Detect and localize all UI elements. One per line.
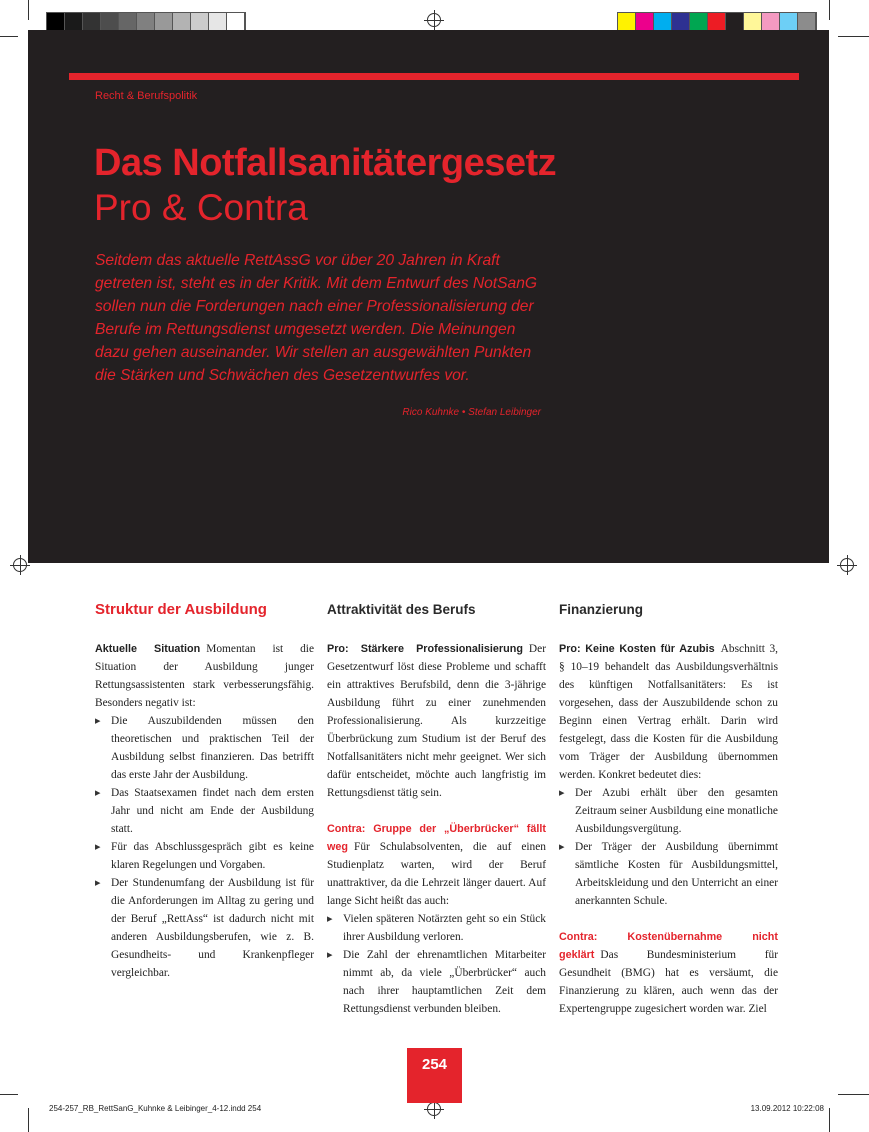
- slug-line-right: 13.09.2012 10:22:08: [750, 1104, 824, 1113]
- article-subtitle: Pro & Contra: [94, 187, 308, 228]
- registration-mark-icon: [427, 1102, 441, 1116]
- registration-mark-icon: [427, 13, 441, 27]
- crop-mark: [829, 0, 830, 20]
- paragraph: [559, 928, 778, 1018]
- column-heading: Finanzierung: [559, 602, 643, 617]
- article-intro: Seitdem das aktuelle RettAssG vor über 20 Jahren in Kraft getreten ist, steht es in der Kritik. Mit dem Entwurf des NotSanG sollen nun die Forderungen nach einer Professionalisierung der Berufe im Rettungsdienst umgesetzt werden. Die Meinungen dazu gehen auseinander. Wir stellen an ausgewählten Punkten die Stärken und Schwächen des Gesetzentwurfes vor.: [95, 252, 538, 384]
- crop-mark: [28, 1108, 29, 1132]
- paragraph-text: Das Bundesministerium für Gesundheit (BMG) hat es versäumt, die Finanzierung zu klären, auch wenn das der Expertengruppe zugesichert worden war. Ziel: [559, 949, 778, 1015]
- color-swatch: [137, 13, 155, 31]
- column-heading: Attraktivität des Berufs: [327, 602, 476, 617]
- crop-mark: [838, 36, 869, 37]
- color-swatch: [636, 13, 654, 31]
- list-item: ▸ Der Azubi erhält über den gesamten Zeitraum seiner Ausbildung eine monatliche Ausbildungsvergütung.: [559, 784, 778, 838]
- color-swatch: [119, 13, 137, 31]
- list-item: ▸ Die Zahl der ehrenamtlichen Mitarbeiter nimmt ab, da viele „Überbrücker“ auch nach ihrer hauptamtlichen Zeit dem Rettungsdienst verbunden bleiben.: [327, 946, 546, 1018]
- paragraph-lead: Pro: Keine Kosten für Azubis: [559, 643, 715, 655]
- color-bar-right: [617, 12, 817, 32]
- bullet-list: [327, 910, 546, 1018]
- crop-mark: [28, 0, 29, 20]
- article-title: Das Notfallsanitätergesetz: [94, 142, 557, 184]
- color-swatch: [618, 13, 636, 31]
- column-attractiveness: [327, 600, 546, 1036]
- color-swatch: [798, 13, 816, 31]
- column-heading: Struktur der Ausbildung: [95, 601, 267, 618]
- color-swatch: [690, 13, 708, 31]
- paragraph-lead: Contra: Gruppe der „Überbrücker“ fällt weg: [327, 823, 546, 853]
- registration-mark-icon: [840, 558, 854, 572]
- paragraph-text: Momentan ist die Situation der Ausbildung junger Rettungsassistenten stark verbesserungsfähig. Besonders negativ ist:: [95, 643, 314, 709]
- bullet-list: [559, 784, 778, 910]
- list-item: ▸ Die Auszubildenden müssen den theoretischen und praktischen Teil der Ausbildung selbst finanzieren. Das betrifft das erste Jahr der Ausbildung.: [95, 712, 314, 784]
- paragraph: [327, 640, 546, 802]
- list-item: ▸ Der Stundenumfang der Ausbildung ist für die Anforderungen im Alltag zu gering und der Beruf „RettAss“ ist dadurch nicht mit anderen Ausbildungsberufen, wie z. B. Gesundheits- und Krankenpfleger vergleichbar.: [95, 874, 314, 982]
- color-swatch: [227, 13, 245, 31]
- color-swatch: [654, 13, 672, 31]
- header-panel: [28, 30, 829, 563]
- crop-mark: [829, 1108, 830, 1132]
- color-swatch: [173, 13, 191, 31]
- color-swatch: [191, 13, 209, 31]
- accent-rule: [69, 73, 799, 80]
- color-swatch: [209, 13, 227, 31]
- article-authors: Rico Kuhnke • Stefan Leibinger: [402, 407, 541, 418]
- paragraph-lead: Contra: Kostenübernahme nicht geklärt: [559, 931, 778, 961]
- color-swatch: [83, 13, 101, 31]
- paragraph: [559, 640, 778, 784]
- color-swatch: [708, 13, 726, 31]
- column-financing: [559, 600, 778, 1036]
- registration-mark-icon: [13, 558, 27, 572]
- color-swatch: [47, 13, 65, 31]
- color-bar-left: [46, 12, 246, 32]
- column-structure: [95, 600, 314, 1000]
- paragraph: [327, 820, 546, 910]
- paragraph-text: Der Gesetzentwurf löst diese Probleme und schafft ein attraktives Berufsbild, denn die 3-jährige Ausbildung führt zu einer zunehmenden Professionalisierung. Als kurzzeitige Überbrückung zum Studium ist der Beruf des Notfallsanitäters nicht mehr geeignet. Wer sich dafür entscheidet, möchte auch langfristig im Rettungsdienst tätig sein.: [327, 643, 546, 799]
- crop-mark: [838, 1094, 869, 1095]
- slug-line-left: 254-257_RB_RettSanG_Kuhnke & Leibinger_4-12.indd 254: [49, 1104, 262, 1113]
- paragraph-lead: Pro: Stärkere Professionalisierung: [327, 643, 523, 655]
- list-item: ▸ Der Träger der Ausbildung übernimmt sämtliche Kosten für Ausbildungsmittel, Arbeitskleidung und den Unterricht an einer anerkannten Schule.: [559, 838, 778, 910]
- section-kicker: Recht & Berufspolitik: [95, 90, 198, 102]
- list-item: ▸ Vielen späteren Notärzten geht so ein Stück ihrer Ausbildung verloren.: [327, 910, 546, 946]
- crop-mark: [0, 36, 18, 37]
- paragraph-text: Abschnitt 3, § 10–19 behandelt das Ausbildungsverhältnis des künftigen Notfallsanitäters: Es ist vorgesehen, dass der Auszubildende schon zu Beginn einen Vertrag erhält. Darin wird festgelegt, dass die Kosten für die Ausbildung vom Träger der Ausbildung übernommen werden. Konkret bedeutet dies:: [559, 643, 779, 781]
- color-swatch: [155, 13, 173, 31]
- color-swatch: [101, 13, 119, 31]
- color-swatch: [744, 13, 762, 31]
- color-swatch: [726, 13, 744, 31]
- bullet-list: [95, 712, 314, 982]
- color-swatch: [780, 13, 798, 31]
- paragraph-lead: Aktuelle Situation: [95, 643, 201, 655]
- list-item: ▸ Das Staatsexamen findet nach dem ersten Jahr und nicht am Ende der Ausbildung statt.: [95, 784, 314, 838]
- crop-mark: [0, 1094, 18, 1095]
- paragraph: [95, 640, 314, 712]
- color-swatch: [762, 13, 780, 31]
- page-number: 254: [407, 1048, 462, 1103]
- color-swatch: [672, 13, 690, 31]
- list-item: ▸ Für das Abschlussgespräch gibt es keine klaren Regelungen und Vorgaben.: [95, 838, 314, 874]
- paragraph-text: Für Schulabsolventen, die auf einen Studienplatz warten, wird der Beruf unattraktiver, da die Lehrzeit länger dauert. Auf lange Sicht heißt das auch:: [327, 841, 546, 907]
- color-swatch: [65, 13, 83, 31]
